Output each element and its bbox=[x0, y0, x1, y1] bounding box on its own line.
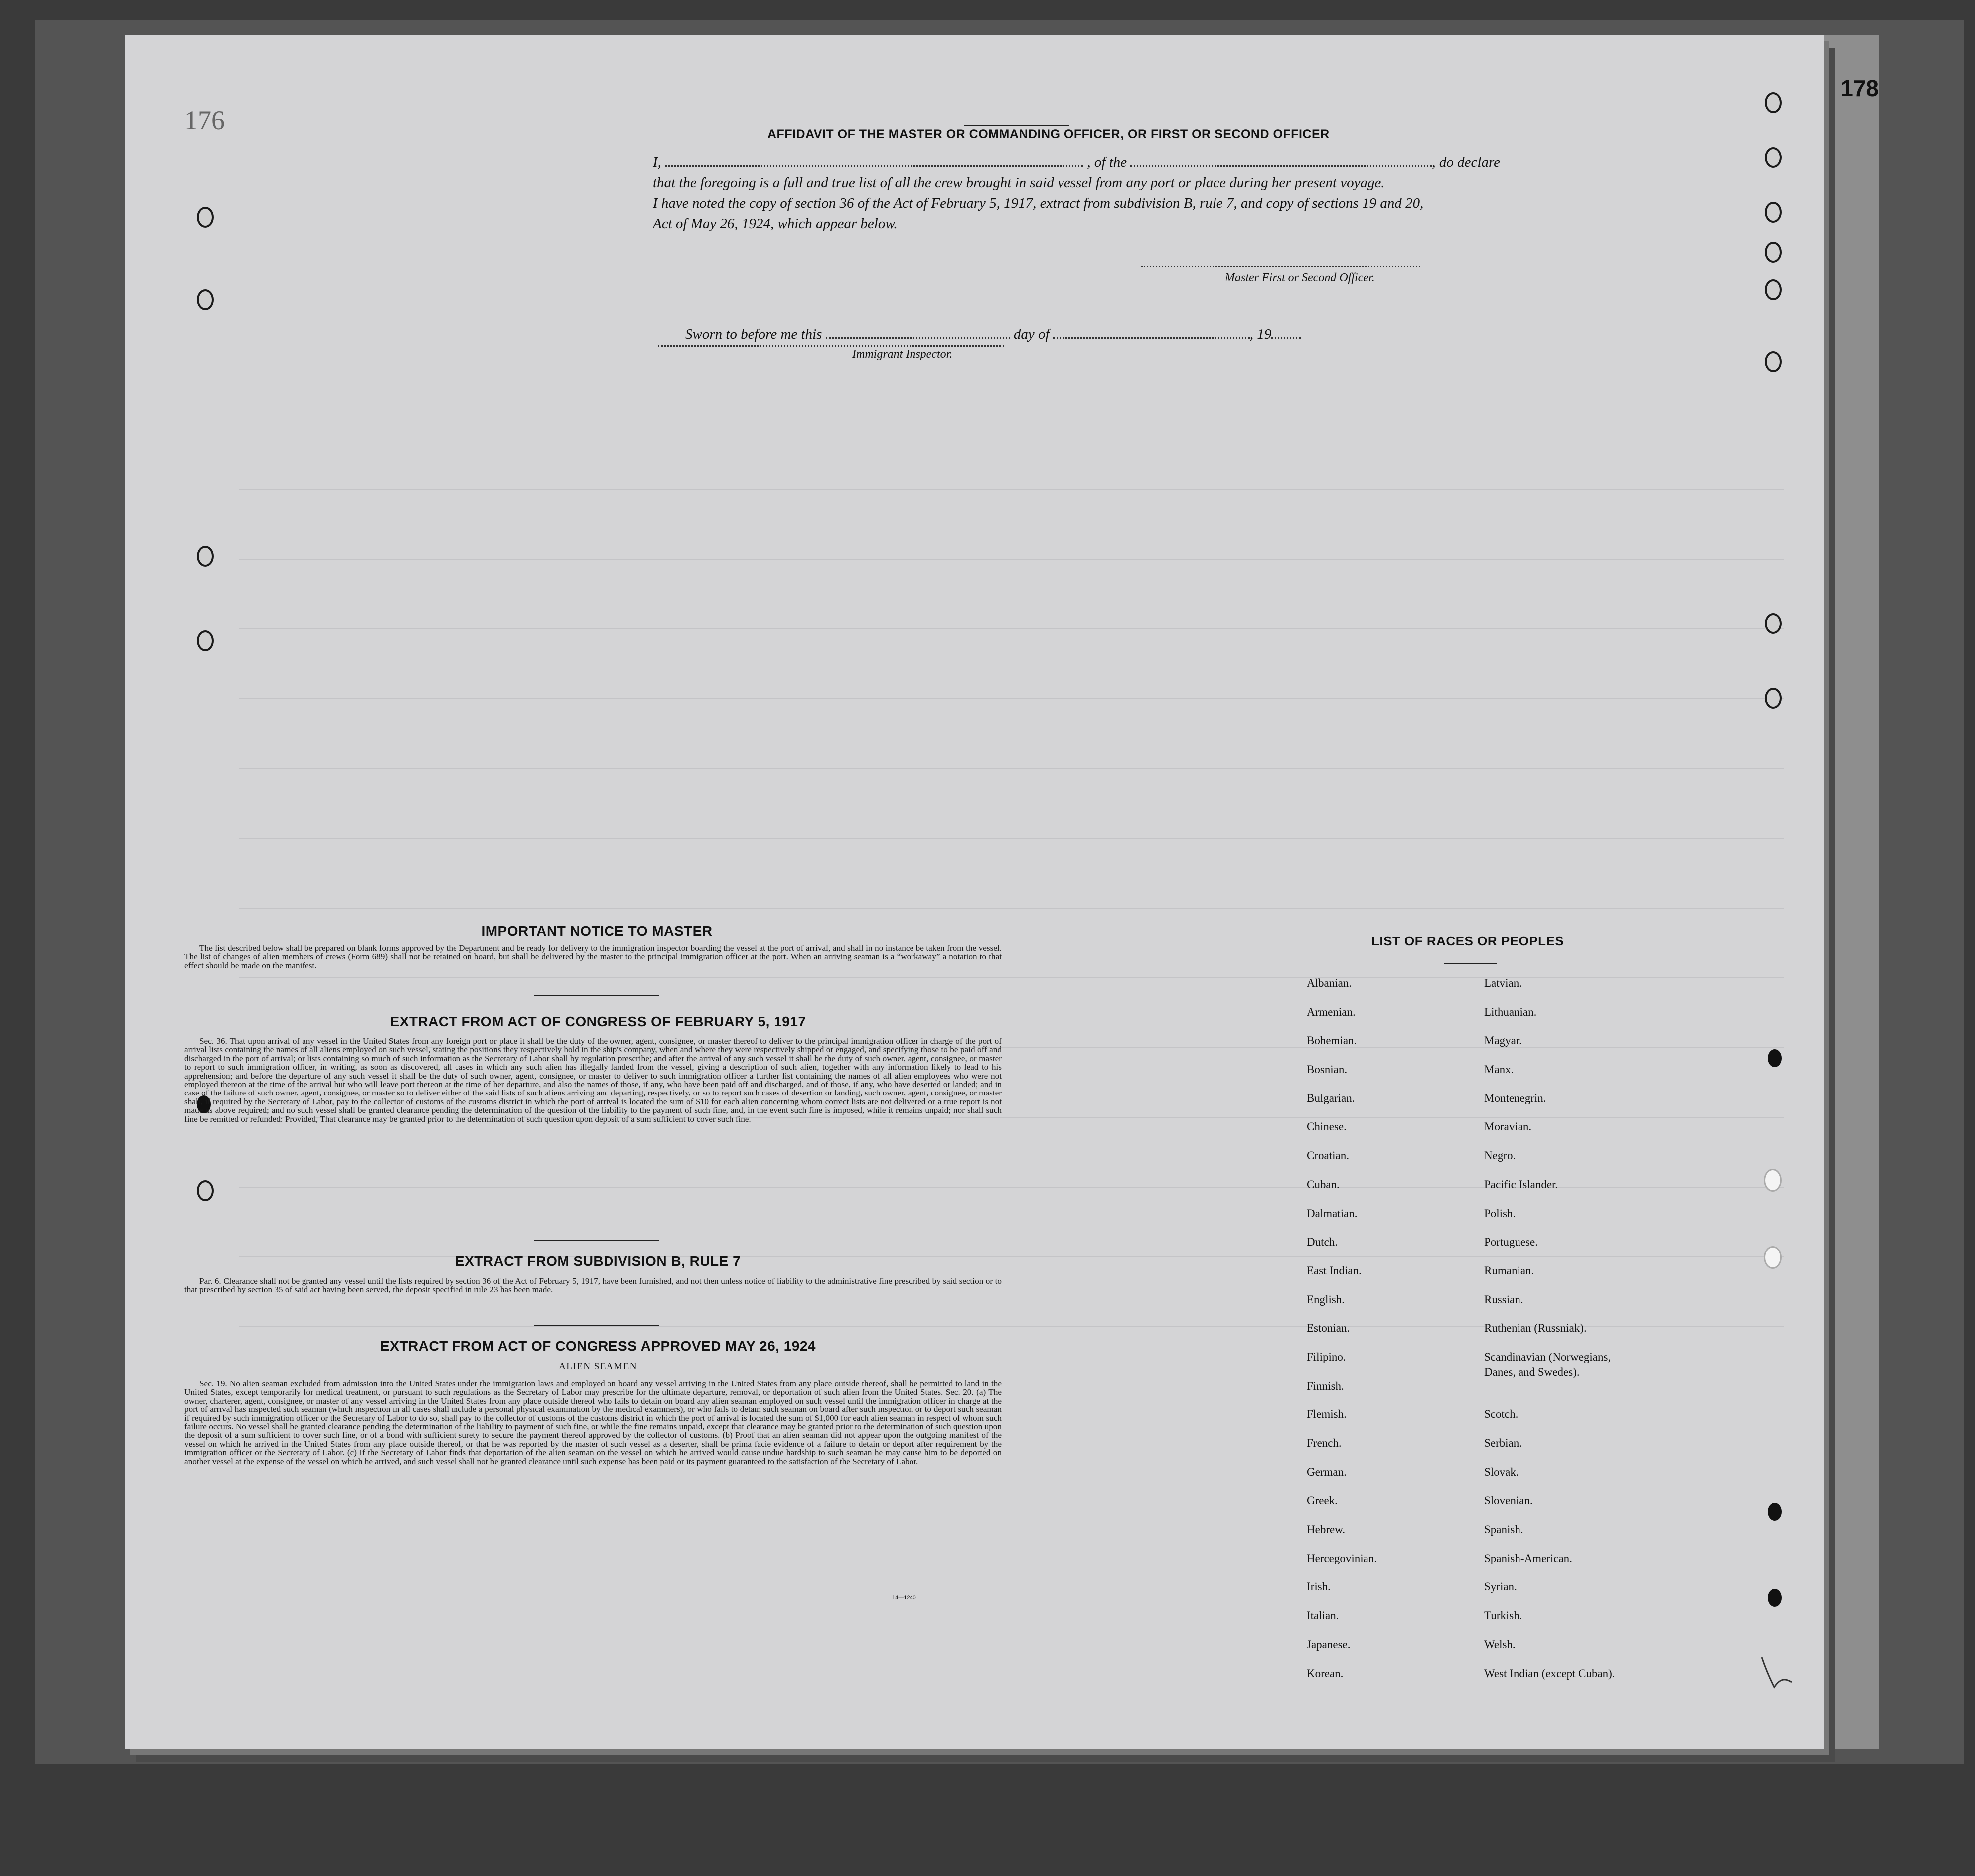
race-item: Irish. bbox=[1307, 1580, 1331, 1593]
race-item: Welsh. bbox=[1484, 1638, 1516, 1651]
extract-1917-title: EXTRACT FROM ACT OF CONGRESS OF FEBRUARY 5, 1917 bbox=[390, 1014, 806, 1029]
punch-hole bbox=[1764, 1246, 1782, 1269]
punch-hole bbox=[197, 289, 214, 310]
race-item: Lithuanian. bbox=[1484, 1005, 1537, 1018]
race-item: Finnish. bbox=[1307, 1379, 1344, 1392]
punch-hole bbox=[1765, 242, 1782, 263]
divider bbox=[534, 1325, 659, 1326]
inspector-signature-line[interactable] bbox=[658, 345, 1004, 347]
race-item: Bosnian. bbox=[1307, 1063, 1348, 1076]
race-item: Dalmatian. bbox=[1307, 1207, 1358, 1220]
sworn-date-blank[interactable] bbox=[826, 326, 1010, 339]
race-item: Bulgarian. bbox=[1307, 1092, 1355, 1104]
punch-hole bbox=[1768, 1503, 1782, 1521]
punch-hole bbox=[197, 546, 214, 567]
punch-hole bbox=[1765, 279, 1782, 300]
race-item: Scotch. bbox=[1484, 1408, 1519, 1421]
race-item: Flemish. bbox=[1307, 1408, 1347, 1421]
races-right-column bbox=[1484, 976, 1615, 1695]
punch-hole bbox=[1764, 1169, 1782, 1192]
race-item: Bohemian. bbox=[1307, 1034, 1357, 1047]
race-item: Dutch. bbox=[1307, 1236, 1338, 1249]
race-item: Greek. bbox=[1307, 1494, 1338, 1507]
race-item: German. bbox=[1307, 1465, 1347, 1478]
punch-hole bbox=[1768, 1589, 1782, 1607]
race-item: Negro. bbox=[1484, 1149, 1516, 1162]
race-item: West Indian (except Cuban). bbox=[1484, 1667, 1615, 1680]
race-item: Scandinavian (Norwegians, Danes, and Swedes). bbox=[1484, 1350, 1611, 1378]
race-item: Korean. bbox=[1307, 1667, 1344, 1680]
races-title: LIST OF RACES OR PEOPLES bbox=[1371, 934, 1564, 948]
race-item: Cuban. bbox=[1307, 1178, 1340, 1191]
affidavit-declaration-line bbox=[653, 153, 1565, 172]
sworn-day-label: day of bbox=[1013, 326, 1050, 342]
race-item: Slovenian. bbox=[1484, 1494, 1533, 1507]
punch-hole bbox=[197, 207, 214, 228]
race-item: Syrian. bbox=[1484, 1580, 1517, 1593]
race-item: Rumanian. bbox=[1484, 1264, 1534, 1277]
affidavit-line-4: Act of May 26, 1924, which appear below. bbox=[653, 216, 898, 232]
extract-1917-text: Sec. 36. That upon arrival of any vessel in the United States from any foreign port or place it shall be the duty of the owner, agent, consignee, or master thereof to deliver to the principal immigration officer in charge of the port of arrival lists containing the names of all aliens employed on such vessel, stating the positions they respectively hold in the ship's company, when and where they were respectively shipped or engaged, and specifying those to be paid off and discharged in the port of arrival; or lists containing so much of such information as the Secretary of Labor shall by regulation prescribe; and after the arrival of any such vessel it shall be the duty of such owner, agent, consignee, or master to report to such immigration officer, in writing, as soon as discovered, all cases in which any such alien has illegally landed from the vessel, giving a description of such alien, together with any information likely to lead to his apprehension; and before the departure of any such vessel it shall be the duty of such owner, agent, consignee, or master to deliver to such immigration officer a further list containing the names of all alien employees who were not employed thereon at the time of the arrival but who will leave port thereon at the time of her departure, and also the names of those, if any, who have been paid off and discharged, and of those, if any, who have deserted or landed; and in case of the failure of such owner, agent, consignee, or master so to deliver either of the said lists of such aliens arriving and departing, respectively, or so to report such cases of desertion or landing, such owner, agent, consignee, or master shall, if required by the Secretary of Labor, pay to the collector of customs of the customs district in which the port of arrival is located the sum of $10 for each alien concerning whom correct lists are not delivered or a true report is not made as above required; and no such vessel shall be granted clearance pending the determination of the question of the liability to the payment of such fine, and, in the event such fine is imposed, while it remains unpaid; nor shall such fine be remitted or refunded: Provided, That clearance may be granted prior to the determination of such question upon deposit of a sum sufficient to cover such fine. bbox=[184, 1036, 1002, 1124]
declare-label: , do declare bbox=[1432, 155, 1501, 170]
race-item: English. bbox=[1307, 1293, 1345, 1306]
extract-1924-subtitle: ALIEN SEAMEN bbox=[559, 1361, 637, 1372]
punch-hole bbox=[1765, 202, 1782, 223]
race-item: Italian. bbox=[1307, 1609, 1339, 1622]
divider bbox=[534, 1240, 659, 1241]
extract-rule7-text: Par. 6. Clearance shall not be granted any vessel until the lists required by section 36 of the Act of February 5, 1917, have been furnished, and not then unless notice of liability to the administrative fine prescribed by said section or to that prescribed by section 35 of said act having been served, the deposit specified in rule 23 has been made. bbox=[184, 1276, 1002, 1295]
extract-1924-text: Sec. 19. No alien seaman excluded from admission into the United States under the immigration laws and employed on board any vessel arriving in the United States from any place outside thereof, shall be permitted to land in the United States, except temporarily for medical treatment, or pursuant to such regulations as the Secretary of Labor may prescribe for the ultimate departure, removal, or deportation of such alien from the United States. Sec. 20. (a) The owner, charterer, agent, consignee, or master of any vessel arriving in the United States from any place outside thereof who fails to detain on board any alien seaman employed on such vessel until the immigration officer in charge at the port of arrival has inspected such seaman (which inspection in all cases shall include a personal physical examination by the medical examiners), or who fails to detain such seaman on board after such inspection or to deport such seaman if required by such immigration officer or the Secretary of Labor to do so, shall pay to the collector of customs of the customs district in which the port of arrival is located the sum of $1,000 for each alien seaman in respect of whom such failure occurs. No vessel shall be granted clearance pending the determination of the liability to payment of such fine, or while the fine remains unpaid, except that clearance may be granted prior to the determination of such question upon the deposit of a sum sufficient to cover such fine, or of a bond with sufficient surety to secure the payment thereof approved by the collector of customs. (b) Proof that an alien seaman did not appear upon the outgoing manifest of the vessel on which he arrived in the United States from any place outside thereof, or that he was reported by the master of such vessel as a deserter, shall be prima facie evidence of a failure to detain or deport after requirement by the immigration officer or the Secretary of Labor. (c) If the Secretary of Labor finds that deportation of the alien seaman on the vessel on which he arrived would cause undue hardship to such seaman he may cause him to be deported on another vessel at the expense of the vessel on which he arrived, and such vessel shall not be granted clearance until such expense has been paid or its payment guaranteed to the satisfaction of the Secretary of Labor. bbox=[184, 1379, 1002, 1466]
race-item: Serbian. bbox=[1484, 1437, 1522, 1450]
corner-mark: 176 bbox=[184, 105, 225, 135]
punch-hole bbox=[1765, 613, 1782, 634]
race-item: Turkish. bbox=[1484, 1609, 1522, 1622]
race-item: Albanian. bbox=[1307, 977, 1352, 989]
race-item: French. bbox=[1307, 1437, 1342, 1449]
race-item: Slovak. bbox=[1484, 1465, 1519, 1478]
race-item: Armenian. bbox=[1307, 1005, 1356, 1018]
inspector-signature-caption: Immigrant Inspector. bbox=[852, 348, 953, 361]
sworn-month-blank[interactable] bbox=[1053, 326, 1250, 339]
race-item: Ruthenian (Russniak). bbox=[1484, 1322, 1587, 1335]
race-item: Croatian. bbox=[1307, 1149, 1349, 1162]
affidavit-title: AFFIDAVIT OF THE MASTER OR COMMANDING OFFICER, OR FIRST OR SECOND OFFICER bbox=[767, 127, 1330, 141]
race-item: Estonian. bbox=[1307, 1322, 1350, 1335]
race-item: Latvian. bbox=[1484, 977, 1522, 989]
race-item: Montenegrin. bbox=[1484, 1092, 1546, 1104]
title-rule bbox=[964, 125, 1069, 126]
i-label: I, bbox=[653, 155, 661, 170]
race-item: Hebrew. bbox=[1307, 1523, 1346, 1536]
divider bbox=[534, 995, 659, 996]
form-number: 14—1240 bbox=[892, 1595, 916, 1601]
sworn-year-label: , 19 bbox=[1249, 326, 1272, 342]
race-item: Russian. bbox=[1484, 1293, 1523, 1306]
affidavit-line-3: I have noted the copy of section 36 of the Act of February 5, 1917, extract from subdivision B, rule 7, and copy of sections 19 and 20, bbox=[653, 195, 1424, 211]
name-blank[interactable] bbox=[665, 155, 1083, 167]
of-label: , of the bbox=[1087, 155, 1127, 170]
extract-rule7-title: EXTRACT FROM SUBDIVISION B, RULE 7 bbox=[455, 1253, 741, 1269]
punch-hole bbox=[1765, 92, 1782, 113]
race-item: Hercegovinian. bbox=[1307, 1552, 1377, 1564]
race-item: Magyar. bbox=[1484, 1034, 1522, 1047]
page-number: 178 bbox=[1840, 75, 1879, 101]
punch-hole bbox=[1768, 1049, 1782, 1067]
race-item: Portuguese. bbox=[1484, 1236, 1538, 1249]
race-item: Chinese. bbox=[1307, 1120, 1347, 1133]
race-item: Filipino. bbox=[1307, 1350, 1346, 1363]
punch-hole bbox=[197, 1180, 214, 1201]
manifest-page bbox=[125, 35, 1879, 1749]
pencil-mark-icon bbox=[1757, 1652, 1797, 1692]
race-item: Spanish-American. bbox=[1484, 1552, 1572, 1564]
notice-text: The list described below shall be prepared on blank forms approved by the Department and be ready for delivery to the immigration inspector boarding the vessel at the port of arrival, and shall in no instance be taken from the vessel. The list of changes of alien members of crews (Form 689) shall not be retained on board, but shall be delivered by the master to the principal immigration officer at the port. When an arriving seaman is a “workaway” a notation to that effect should be made on the manifest. bbox=[184, 943, 1002, 970]
extract-1924-title: EXTRACT FROM ACT OF CONGRESS APPROVED MAY 26, 1924 bbox=[380, 1338, 816, 1354]
notice-title: IMPORTANT NOTICE TO MASTER bbox=[481, 923, 713, 938]
punch-hole bbox=[1765, 147, 1782, 168]
punch-hole bbox=[1765, 351, 1782, 372]
punch-hole bbox=[1765, 688, 1782, 709]
affidavit-line-2: that the foregoing is a full and true list of all the crew brought in said vessel from any port or place during her present voyage. bbox=[653, 175, 1385, 191]
vessel-blank[interactable] bbox=[1130, 155, 1432, 167]
race-item: East Indian. bbox=[1307, 1264, 1362, 1277]
sworn-line bbox=[685, 326, 1301, 343]
races-left-column bbox=[1307, 976, 1377, 1695]
race-item: Spanish. bbox=[1484, 1523, 1523, 1536]
sworn-prefix: Sworn to before me this bbox=[685, 326, 822, 342]
master-signature-caption: Master First or Second Officer. bbox=[1225, 271, 1375, 284]
sworn-year-blank[interactable] bbox=[1271, 326, 1301, 339]
race-item: Manx. bbox=[1484, 1063, 1514, 1076]
races-rule bbox=[1444, 963, 1497, 964]
master-signature-line[interactable] bbox=[1141, 266, 1420, 267]
race-item: Japanese. bbox=[1307, 1638, 1351, 1651]
race-item: Moravian. bbox=[1484, 1120, 1532, 1133]
race-item: Polish. bbox=[1484, 1207, 1516, 1220]
race-item: Pacific Islander. bbox=[1484, 1178, 1558, 1191]
punch-hole bbox=[197, 630, 214, 651]
